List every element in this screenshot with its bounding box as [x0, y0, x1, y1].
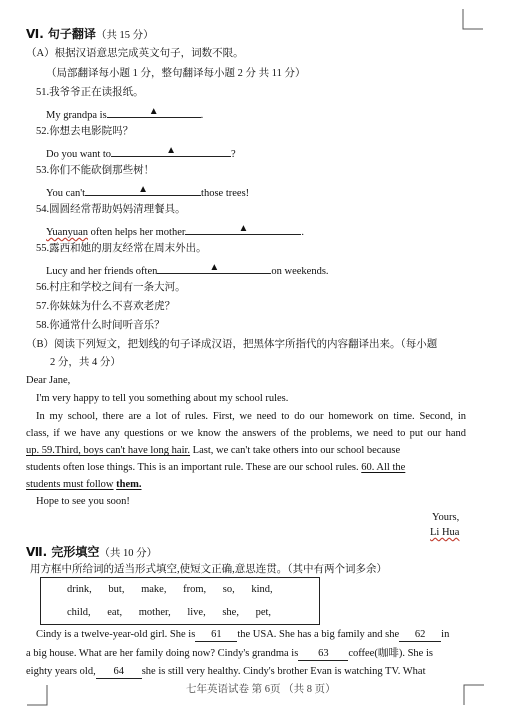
cloze-blank-62[interactable]: 62	[399, 628, 441, 642]
section7-heading	[26, 545, 157, 561]
letter-para2-line5	[26, 478, 142, 492]
question-51-en: My grandpa is ▲ .	[46, 106, 204, 121]
letter-para1: I'm very happy to tell you something about my school rules.	[36, 393, 289, 404]
letter-greeting: Dear Jane,	[26, 375, 71, 386]
section7-title: Ⅶ. 完形填空	[26, 545, 100, 559]
underlined-sentence-60-start: 60. All the	[361, 462, 406, 473]
answer-blank-54[interactable]: ▲	[185, 223, 301, 235]
question-54-zh: 54.圆圆经常帮助妈妈清理餐具。	[36, 204, 186, 215]
word-bank-item: drink,	[67, 584, 92, 595]
question-52-en: Do you want to ▲ ?	[46, 145, 236, 160]
section7-score: （共 10 分）	[99, 548, 158, 559]
answer-blank-51[interactable]: ▲	[107, 106, 201, 118]
question-57-zh: 57.你妹妹为什么不喜欢老虎？	[36, 301, 176, 312]
partA-title: （A）根据汉语意思完成英文句子，词数不限。	[26, 48, 244, 59]
section7-instruction: 用方框中所给词的适当形式填空,使短文正确,意思连贯。（其中有两个词多余）	[30, 564, 387, 575]
partB-note: 2 分，共 4 分）	[50, 357, 121, 368]
letter-signature: Li Hua	[430, 527, 460, 538]
cloze-blank-61[interactable]: 61	[195, 628, 237, 642]
question-55-en: Lucy and her friends often ▲ on weekends.	[46, 262, 329, 277]
cloze-blank-64[interactable]: 64	[96, 665, 142, 679]
cloze-line-2: a big house. What are her family doing now? Cindy's grandma is 63 coffee(咖啡). She is	[26, 648, 433, 659]
corner-mark-top-right	[462, 8, 484, 30]
question-54-en: Yuanyuan often helps her mother ▲ .	[46, 223, 305, 238]
bold-pronoun-them: them.	[116, 479, 142, 490]
letter-sign-off: Yours,	[432, 512, 460, 523]
section6-title: Ⅵ. 句子翻译	[26, 27, 96, 41]
word-bank-box	[40, 577, 320, 625]
question-56-zh: 56.村庄和学校之间有一条大河。	[36, 282, 186, 293]
word-bank-item: so,	[222, 584, 235, 595]
word-bank-item: from,	[183, 584, 207, 595]
question-58-zh: 58.你通常什么时间听音乐？	[36, 320, 165, 331]
corner-mark-bottom-right	[463, 684, 485, 706]
word-bank-item: live,	[187, 607, 206, 618]
word-bank-item: child,	[67, 607, 91, 618]
letter-para2-line1: In my school, there are a lot of rules. First, we need to do our homework on time. Second, in	[36, 411, 466, 422]
word-bank-item: eat,	[107, 607, 123, 618]
word-bank-item: pet,	[255, 607, 272, 618]
question-55-zh: 55.露西和她的朋友经常在周末外出。	[36, 243, 207, 254]
word-bank-item: kind,	[251, 584, 273, 595]
underlined-sentence-60-end: students must follow	[26, 479, 114, 490]
page-footer: 七年英语试卷 第 6页 （共 8 页）	[186, 684, 336, 695]
word-bank-item: she,	[222, 607, 239, 618]
question-51-zh: 51.我爷爷正在读报纸。	[36, 87, 144, 98]
section6-score: （共 15 分）	[95, 30, 154, 41]
letter-para2-line4: students often lose things. This is an important rule. These are our school rules. 60. All the	[26, 462, 406, 473]
word-bank-row-2	[67, 607, 285, 618]
question-53-en: You can't ▲ those trees!	[46, 184, 250, 199]
question-53-zh: 53.你们不能砍倒那些树！	[36, 165, 155, 176]
cloze-blank-63[interactable]: 63	[298, 647, 348, 661]
answer-blank-52[interactable]: ▲	[111, 145, 231, 157]
letter-para2-line2: class, if we have any questions or we know the answers of the problems, we need to put our hand	[26, 428, 466, 439]
word-bank-row-1	[67, 584, 287, 595]
word-bank-item: mother,	[138, 607, 171, 618]
answer-blank-55[interactable]: ▲	[157, 262, 271, 274]
section6-heading	[26, 27, 154, 43]
cloze-line-1: Cindy is a twelve-year-old girl. She is 61 the USA. She has a big family and she 62 in	[36, 629, 450, 640]
partA-note: （局部翻译每小题 1 分，整句翻译每小题 2 分 共 11 分）	[46, 68, 306, 79]
word-bank-item: but,	[108, 584, 125, 595]
letter-para2-line3: up. 59.Third, boys can't have long hair. Last, we can't take others into our school because	[26, 445, 401, 456]
word-bank-item: make,	[141, 584, 167, 595]
question-52-zh: 52.你想去电影院吗？	[36, 126, 134, 137]
cloze-line-3: eighty years old, 64 she is still very healthy. Cindy's brother Evan is watching TV. What	[26, 666, 426, 677]
partB-title: （B）阅读下列短文，把划线的句子译成汉语，把黑体字所指代的内容翻译出来。（每小题	[26, 339, 438, 350]
corner-mark-bottom-left	[26, 684, 48, 706]
answer-blank-53[interactable]: ▲	[85, 184, 201, 196]
underlined-sentence-59: up. 59.Third, boys can't have long hair.	[26, 445, 191, 456]
letter-closing: Hope to see you soon!	[36, 496, 130, 507]
